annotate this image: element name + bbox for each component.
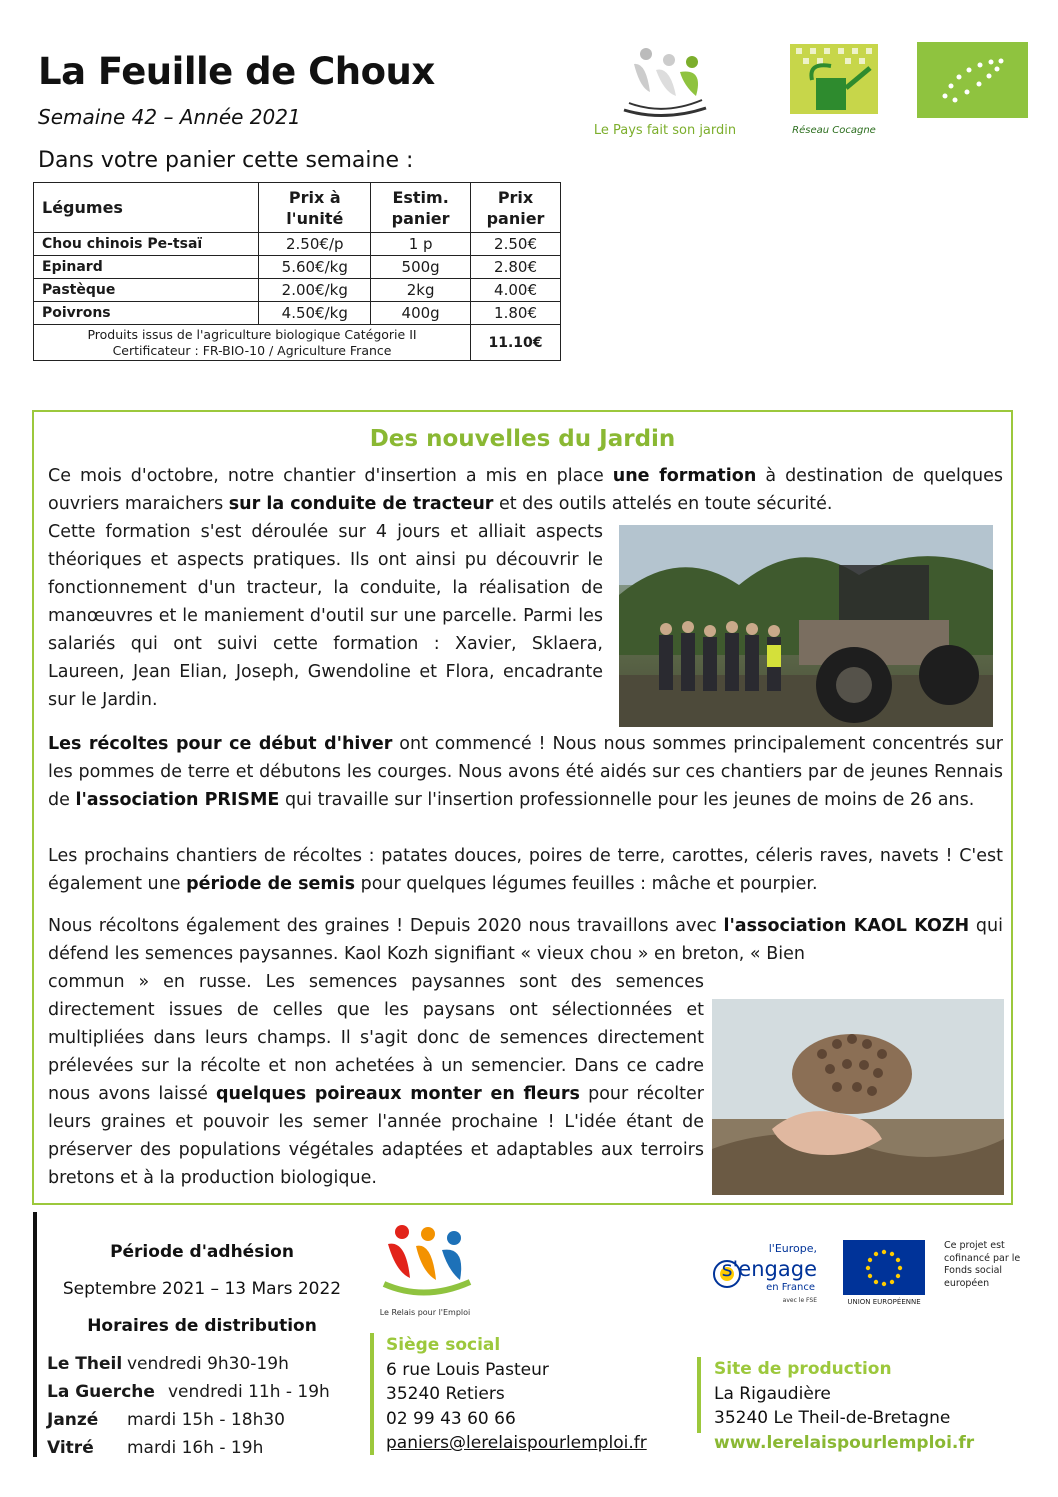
vegetable-name: Epinard	[34, 256, 259, 279]
production-site-city: 35240 Le Theil-de-Bretagne	[714, 1408, 951, 1428]
text: commun » en russe. Les semences paysannes sont des semences directement issues de celles que les paysans ont sélectionnées et multipliées dans leurs champs. Il s'agit donc de semences directement prélevées sur la récolte et non achetées à un semencier. Dans ce cadre nous avons laissé	[48, 972, 704, 1104]
eu-stars-icon	[843, 1240, 925, 1295]
vegetable-name: Pastèque	[34, 279, 259, 302]
eu-organic-leaf-logo	[917, 42, 1028, 118]
membership-heading: Période d'adhésion	[110, 1242, 294, 1262]
news-title: Des nouvelles du Jardin	[369, 426, 676, 452]
head-office-phone: 02 99 43 60 66	[386, 1408, 516, 1429]
text: et des outils attelés en toute sécurité.	[493, 494, 833, 514]
highlight: période de semis	[186, 874, 356, 894]
text: ont commencé ! Nous nous sommes principalement concentrés sur les pommes de terre et débutons les courges. Nous avons été aidés sur ces chantiers par de jeunes Rennais de	[48, 734, 1003, 810]
garden-news-box	[32, 410, 1013, 1205]
text: qui travaille sur l'insertion professionnelle pour les jeunes de moins de 26 ans.	[279, 790, 975, 810]
reseau-cocagne-logo	[788, 42, 880, 138]
unit-price: 5.60€/kg	[259, 256, 371, 279]
table-row	[34, 279, 561, 302]
relais-pour-emploi-logo	[370, 1222, 480, 1317]
list-item	[47, 1434, 330, 1462]
news-paragraph-2: Cette formation s'est déroulée sur 4 jours et alliait aspects théoriques et aspects pratiques. Ils ont ainsi pu découvrir le fonctionnement d'un tracteur, la conduite, la réalisation de manœuvres et le maniement d'outil sur une parcelle. Parmi les salariés qui ont suivi cette formation : Xavier, Sklaera, Laureen, Jean Elian, Joseph, Gwendoline et Flora, encadrante sur le Jardin.	[48, 522, 603, 710]
seeds-hand-illustration	[712, 999, 1004, 1195]
vegetable-name: Poivrons	[34, 302, 259, 325]
leek-seeds-photo	[712, 999, 1004, 1195]
news-paragraph-3	[48, 730, 1003, 814]
text: pour récolter leurs graines et pouvoir les semer l'année prochaine ! L'idée étant de préserver des populations végétales adaptées et adaptables aux terroirs bretons et à la production biologique.	[48, 1084, 704, 1188]
news-paragraph-6	[48, 968, 704, 1192]
table-row	[34, 302, 561, 325]
footer-divider	[33, 1212, 37, 1457]
table-row	[34, 233, 561, 256]
table-row	[34, 256, 561, 279]
distribution-hours	[47, 1350, 330, 1462]
relais-logo-caption: Le Relais pour l'Emploi	[379, 1308, 471, 1317]
tractor-photo-illustration	[619, 525, 993, 727]
place-time: mardi 15h - 18h30	[127, 1410, 285, 1430]
fse-line-2: s'engage	[721, 1257, 817, 1281]
basket-price: 2.80€	[471, 256, 561, 279]
text: pour quelques légumes feuilles : mâche et pourpier.	[355, 874, 818, 894]
production-site-name: La Rigaudière	[714, 1383, 831, 1404]
basket-price: 4.00€	[471, 279, 561, 302]
highlight: quelques poireaux monter en fleurs	[216, 1084, 580, 1104]
people-figures-icon	[370, 1222, 480, 1304]
membership-period: Septembre 2021 – 13 Mars 2022	[62, 1279, 342, 1299]
place-name: Vitré	[47, 1438, 94, 1458]
hours-heading: Horaires de distribution	[87, 1316, 317, 1336]
fse-line-4: avec le FSE	[782, 1297, 817, 1304]
newsletter-title: La Feuille de Choux	[38, 50, 435, 93]
website-link[interactable]: www.lerelaispourlemploi.fr	[714, 1432, 975, 1453]
highlight: sur la conduite de tracteur	[228, 494, 494, 514]
fse-line-3: en France	[766, 1282, 815, 1293]
unit-price: 2.00€/kg	[259, 279, 371, 302]
eu-caption: UNION EUROPÉENNE	[847, 1298, 921, 1306]
place-time: vendredi 9h30-19h	[127, 1354, 289, 1374]
table-header-row	[34, 183, 561, 233]
basket-table	[33, 182, 561, 361]
place-time: mardi 16h - 19h	[127, 1438, 264, 1458]
head-office-heading: Siège social	[386, 1335, 501, 1355]
list-item	[47, 1378, 330, 1406]
highlight: l'association PRISME	[75, 790, 280, 810]
fse-line-1: l'Europe,	[768, 1242, 817, 1255]
estimate: 2kg	[371, 279, 471, 302]
place-name: Janzé	[47, 1410, 99, 1430]
pays-logo-caption: Le Pays fait son jardin	[593, 123, 737, 138]
pays-fait-son-jardin-logo	[584, 40, 746, 140]
head-office-address	[386, 1333, 647, 1456]
certification-note	[34, 325, 471, 361]
highlight: l'association KAOL KOZH	[723, 916, 970, 936]
news-paragraph-1	[48, 462, 1003, 518]
basket-price: 1.80€	[471, 302, 561, 325]
organic-leaf-icon	[917, 42, 1028, 118]
europe-engage-fse-logo	[707, 1240, 819, 1306]
text: Nous récoltons également des graines ! Depuis 2020 nous travaillons avec	[48, 916, 724, 936]
basket-total: 11.10€	[471, 325, 561, 361]
siege-divider	[370, 1333, 374, 1455]
people-figures-icon	[584, 40, 746, 120]
list-item	[47, 1350, 330, 1378]
news-paragraph-5	[48, 912, 1003, 968]
watering-can-icon	[788, 42, 880, 116]
news-paragraph-4	[48, 842, 1003, 898]
european-union-flag-logo	[843, 1240, 925, 1306]
unit-price: 4.50€/kg	[259, 302, 371, 325]
estimate: 1 p	[371, 233, 471, 256]
tractor-training-photo	[619, 525, 993, 727]
col-header-vegetables: Légumes	[34, 183, 259, 233]
certification-line-1: Produits issus de l'agriculture biologique Catégorie II	[87, 326, 417, 342]
basket-price: 2.50€	[471, 233, 561, 256]
basket-heading: Dans votre panier cette semaine :	[38, 148, 414, 173]
estimate: 400g	[371, 302, 471, 325]
certification-line-2: Certificateur : FR-BIO-10 / Agriculture France	[112, 342, 392, 358]
production-site-address	[714, 1357, 974, 1455]
head-office-street: 6 rue Louis Pasteur	[386, 1359, 549, 1380]
text: Ce mois d'octobre, notre chantier d'insertion a mis en place	[48, 466, 613, 486]
fse-logo-mark	[707, 1240, 819, 1306]
text: Les prochains chantiers de récoltes : patates douces, poires de terre, carottes, céleris raves, navets ! C'est également une	[48, 846, 1003, 894]
eu-cofunding-text: Ce projet est cofinancé par le Fonds social européen	[944, 1240, 1021, 1289]
highlight: une formation	[612, 466, 757, 486]
col-header-basket-price: Prix panier	[471, 183, 561, 233]
estimate: 500g	[371, 256, 471, 279]
email-link[interactable]: paniers@lerelaispourlemploi.fr	[386, 1433, 647, 1453]
place-name: La Guerche	[47, 1382, 155, 1402]
text: qui défend les semences paysannes. Kaol Kozh signifiant « vieux chou » en breton, « Bien	[48, 916, 1003, 964]
production-site-heading: Site de production	[714, 1359, 892, 1379]
col-header-unit-price: Prix à l'unité	[259, 183, 371, 233]
eu-flag-icon	[843, 1240, 925, 1295]
production-divider	[697, 1357, 701, 1433]
unit-price: 2.50€/p	[259, 233, 371, 256]
head-office-city: 35240 Retiers	[386, 1384, 505, 1404]
table-footer-row	[34, 325, 561, 361]
highlight: Les récoltes pour ce début d'hiver	[48, 734, 393, 754]
col-header-estimate: Estim. panier	[371, 183, 471, 233]
cocagne-logo-caption: Réseau Cocagne	[792, 125, 876, 136]
issue-subtitle: Semaine 42 – Année 2021	[38, 105, 301, 129]
place-name: Le Theil	[47, 1354, 123, 1374]
list-item	[47, 1406, 330, 1434]
text: à destination de quelques ouvriers maraichers	[48, 466, 1003, 514]
vegetable-name: Chou chinois Pe-tsaï	[34, 233, 259, 256]
place-time: vendredi 11h - 19h	[168, 1382, 330, 1402]
